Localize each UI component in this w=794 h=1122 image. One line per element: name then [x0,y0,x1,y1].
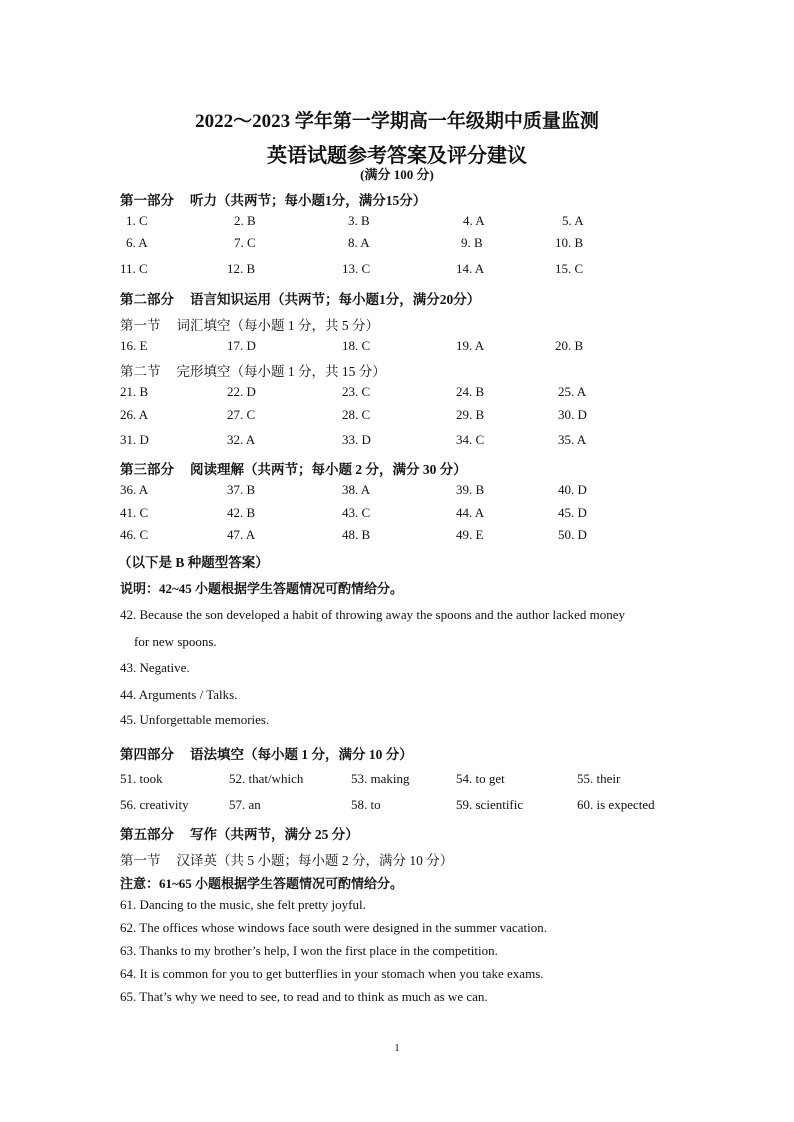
answer-cell: 8. A [348,235,370,250]
answer-cell: 3. B [348,213,370,228]
answer-line: 61. Dancing to the music, she felt pretty joyful. [120,897,366,912]
answer-row [0,505,794,523]
document-subtitle: 英语试题参考答案及评分建议 [267,145,527,167]
answer-row [0,213,794,231]
answer-cell: 27. C [227,407,256,422]
answer-cell: 46. C [120,527,149,542]
answer-cell: 44. A [456,505,485,520]
answer-cell: 21. B [120,384,149,399]
answer-line: 65. That’s why we need to see, to read and to think as much as we can. [120,989,488,1004]
answer-cell: 14. A [456,261,485,276]
answer-cell: 23. C [342,384,371,399]
part2-section1-heading: 第一节 词汇填空（每小题 1 分，共 5 分） [120,318,379,333]
part5-heading: 第五部分 写作（共两节，满分 25 分） [120,827,359,842]
answer-cell: 20. B [555,338,584,353]
answer-cell: 5. A [562,213,584,228]
answer-cell: 6. A [126,235,148,250]
answer-cell: 9. B [461,235,483,250]
answer-cell: 22. D [227,384,256,399]
answer-line: 45. Unforgettable memories. [120,712,270,727]
answer-cell: 55. their [577,771,621,786]
answer-cell: 58. to [351,797,381,812]
answer-cell: 12. B [227,261,256,276]
answer-cell: 36. A [120,482,149,497]
answer-line: 43. Negative. [120,660,190,675]
answer-cell: 33. D [342,432,371,447]
part5-section1-heading: 第一节 汉译英（共 5 小题；每小题 2 分，满分 10 分） [120,853,454,868]
answer-cell: 34. C [456,432,485,447]
answer-cell: 49. E [456,527,484,542]
answer-row [0,384,794,402]
answer-cell: 10. B [555,235,584,250]
answer-cell: 37. B [227,482,256,497]
answer-row [0,527,794,545]
answer-line: for new spoons. [134,634,217,649]
answer-cell: 31. D [120,432,149,447]
answer-cell: 1. C [126,213,148,228]
answer-cell: 15. C [555,261,584,276]
answer-cell: 52. that/which [229,771,304,786]
answer-row [0,407,794,425]
answer-line: 62. The offices whose windows face south were designed in the summer vacation. [120,920,547,935]
answer-line: 42. Because the son developed a habit of throwing away the spoons and the author lacked money [120,607,626,622]
answer-cell: 51. took [120,771,163,786]
answer-cell: 18. C [342,338,371,353]
answer-cell: 53. making [351,771,410,786]
answer-cell: 11. C [120,261,148,276]
answer-row [0,235,794,253]
answer-cell: 45. D [558,505,587,520]
part4-heading: 第四部分 语法填空（每小题 1 分，满分 10 分） [120,747,413,762]
answer-row [0,261,794,279]
answer-cell: 29. B [456,407,485,422]
answer-cell: 40. D [558,482,587,497]
answer-cell: 59. scientific [456,797,524,812]
part3-heading: 第三部分 阅读理解（共两节；每小题 2 分，满分 30 分） [120,462,467,477]
answer-cell: 16. E [120,338,148,353]
scoring-note: 注意：61~65 小题根据学生答题情况可酌情给分。 [120,876,404,891]
answer-cell: 7. C [234,235,256,250]
answer-cell: 25. A [558,384,587,399]
part2-heading: 第二部分 语言知识运用（共两节；每小题1分，满分20分） [120,292,481,307]
answer-cell: 35. A [558,432,587,447]
answer-row [0,771,794,789]
answer-row [0,797,794,815]
answer-cell: 43. C [342,505,371,520]
answer-cell: 41. C [120,505,149,520]
answer-line: 64. It is common for you to get butterflies in your stomach when you take exams. [120,966,544,981]
answer-cell: 24. B [456,384,485,399]
answer-cell: 57. an [229,797,261,812]
answer-cell: 17. D [227,338,256,353]
total-score: (满分 100 分) [360,167,434,182]
answer-cell: 56. creativity [120,797,189,812]
part2-section2-heading: 第二节 完形填空（每小题 1 分，共 15 分） [120,364,386,379]
answer-line: 63. Thanks to my brother’s help, I won the first place in the competition. [120,943,498,958]
answer-cell: 39. B [456,482,485,497]
answer-cell: 26. A [120,407,149,422]
answer-cell: 50. D [558,527,587,542]
answer-row [0,338,794,356]
answer-cell: 47. A [227,527,256,542]
page-number: 1 [394,1042,400,1054]
answer-cell: 30. D [558,407,587,422]
document-title: 2022～2023 学年第一学期高一年级期中质量监测 [195,111,599,132]
answer-cell: 4. A [463,213,485,228]
answer-cell: 28. C [342,407,371,422]
answer-cell: 19. A [456,338,485,353]
answer-line: 44. Arguments / Talks. [120,687,238,702]
answer-row [0,432,794,450]
answer-row [0,482,794,500]
part1-heading: 第一部分 听力（共两节；每小题1分，满分15分） [120,193,427,208]
answer-cell: 54. to get [456,771,505,786]
scoring-explanation: 说明：42~45 小题根据学生答题情况可酌情给分。 [120,581,404,596]
b-type-note: （以下是 B 种题型答案） [118,555,269,570]
answer-cell: 13. C [342,261,371,276]
answer-cell: 32. A [227,432,256,447]
answer-cell: 2. B [234,213,256,228]
answer-cell: 60. is expected [577,797,655,812]
answer-cell: 38. A [342,482,371,497]
answer-cell: 42. B [227,505,256,520]
answer-cell: 48. B [342,527,371,542]
